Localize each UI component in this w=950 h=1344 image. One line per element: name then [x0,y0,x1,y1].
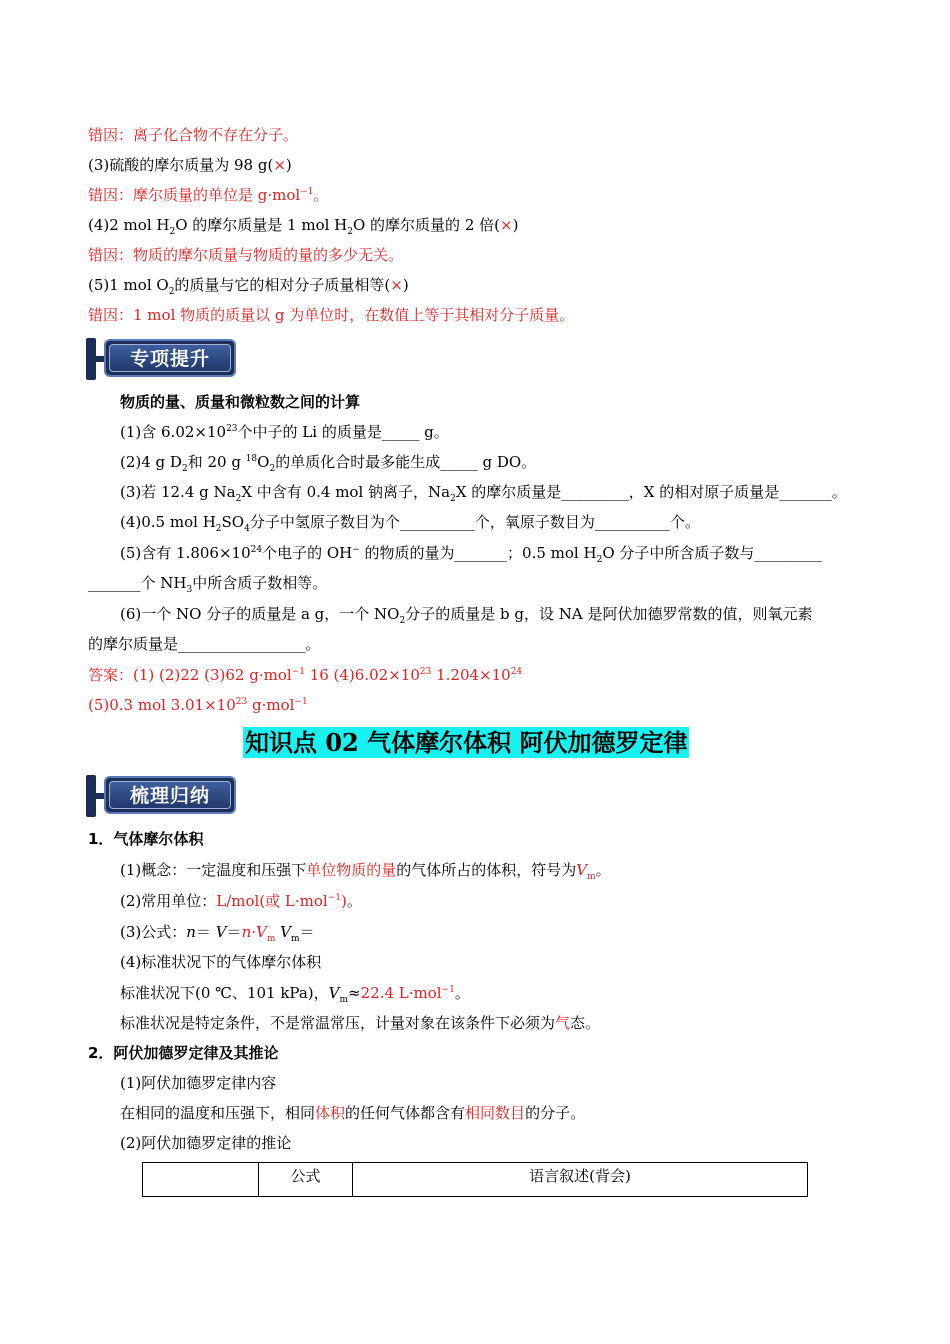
error-reason-5: 错因：1 mol 物质的质量以 g 为单位时，在数值上等于其相对分子质量。 [88,306,575,324]
formula-line: (3)公式：$n= V=n\cdot V_m$ $V_m=$ [120,923,315,944]
problem-3: (3)若 12.4 g $Na_2X$ 中含有 0.4 mol 钠离子，$Na_2X$ 的摩尔质量是_________，X 的相对原子质量是_______。 [120,483,847,504]
inference-table [142,1162,808,1197]
subheading-molar-volume: 1．气体摩尔体积 [88,830,204,848]
error-reason-1: 错因：离子化合物不存在分子。 [88,126,299,144]
problem-2: (2)4 g $D_2$和 20 g $^{18}O_2$的单质化合时最多能生成_____ g DO。 [120,453,537,474]
statement-3: (3)硫酸的摩尔质量为 98 g(×) [88,156,292,174]
avogadro-law-content: 在相同的温度和压强下，相同体积的任何气体都含有相同数目的分子。 [120,1104,586,1122]
badge-label: 梳理归纳 [109,781,231,809]
knowledge-point-heading: 知识点 02 气体摩尔体积 阿伏加德罗定律 [245,728,688,757]
standard-condition-title: (4)标准状况下的气体摩尔体积 [120,953,322,971]
problem-6-cont: 的摩尔质量是_________________。 [88,635,321,653]
subheading-avogadro: 2．阿伏加德罗定律及其推论 [88,1044,279,1062]
error-reason-4: 错因：物质的摩尔质量与物质的量的多少无关。 [88,246,404,264]
section-title: 物质的量、质量和微粒数之间的计算 [120,393,361,411]
section-badge-special [86,338,238,380]
answer-line-2: (5)0.3 mol $3.01\times 10^{23}$ g·mol$^{-1}$ [88,696,308,714]
problem-5-cont: _______个 $NH_3$中所含质子数相等。 [88,574,328,595]
section-badge-summary [86,775,238,817]
table-header-cell: 公式 [259,1163,353,1197]
standard-condition-value: 标准状况下(0 ℃、101 kPa)，$V_m\approx 22.4$ L·mol$^{-1}$。 [120,984,470,1005]
problem-6: (6)一个 NO 分子的质量是 a g，一个 $NO_2$分子的质量是 b g，设 NA 是阿伏加德罗常数的值，则氧元素 [120,605,813,626]
table-header-row [143,1163,808,1197]
wrong-mark: × [273,156,286,174]
statement-4: (4)2 mol $H_2O$ 的摩尔质量是 1 mol $H_2O$ 的摩尔质量的 2 倍(×) [88,216,519,237]
badge-label: 专项提升 [109,344,231,372]
answer-line-1: 答案：(1) (2)22 (3)62 g·mol$^{-1}$ 16 $(4)6.02\times 10^{23}$ $1.204\times 10^{24}$ [88,666,523,684]
avogadro-inference-title: (2)阿伏加德罗定律的推论 [120,1134,292,1152]
standard-condition-note: 标准状况是特定条件，不是常温常压，计量对象在该条件下必须为气态。 [120,1014,601,1032]
statement-5: (5)1 mol $O_2$的质量与它的相对分子质量相等(×) [88,276,409,297]
problem-5: (5)含有 $1.806\times 10^{24}$个电子的 OH− 的物质的量为_______；0.5 mol $H_2O$ 分子中所含质子数与_________ [120,544,822,565]
table-header-cell [143,1163,259,1197]
avogadro-law-title: (1)阿伏加德罗定律内容 [120,1074,277,1092]
table-header-cell: 语言叙述(背会) [353,1163,808,1197]
problem-4: (4)0.5 mol $H_2SO_4$分子中氢原子数目为个__________个，氧原子数目为__________个。 [120,513,700,534]
problem-1: (1)含 $6.02\times 10^{23}$个中子的 Li 的质量是_____ g。 [120,423,449,441]
concept-line: (1)概念：一定温度和压强下单位物质的量的气体所占的体积，符号为$V_m$。 [120,861,611,882]
error-reason-3: 错因：摩尔质量的单位是 g·mol$^{-1}$。 [88,186,329,204]
unit-line: (2)常用单位：L/mol(或 L·mol$^{-1}$)。 [120,892,362,910]
